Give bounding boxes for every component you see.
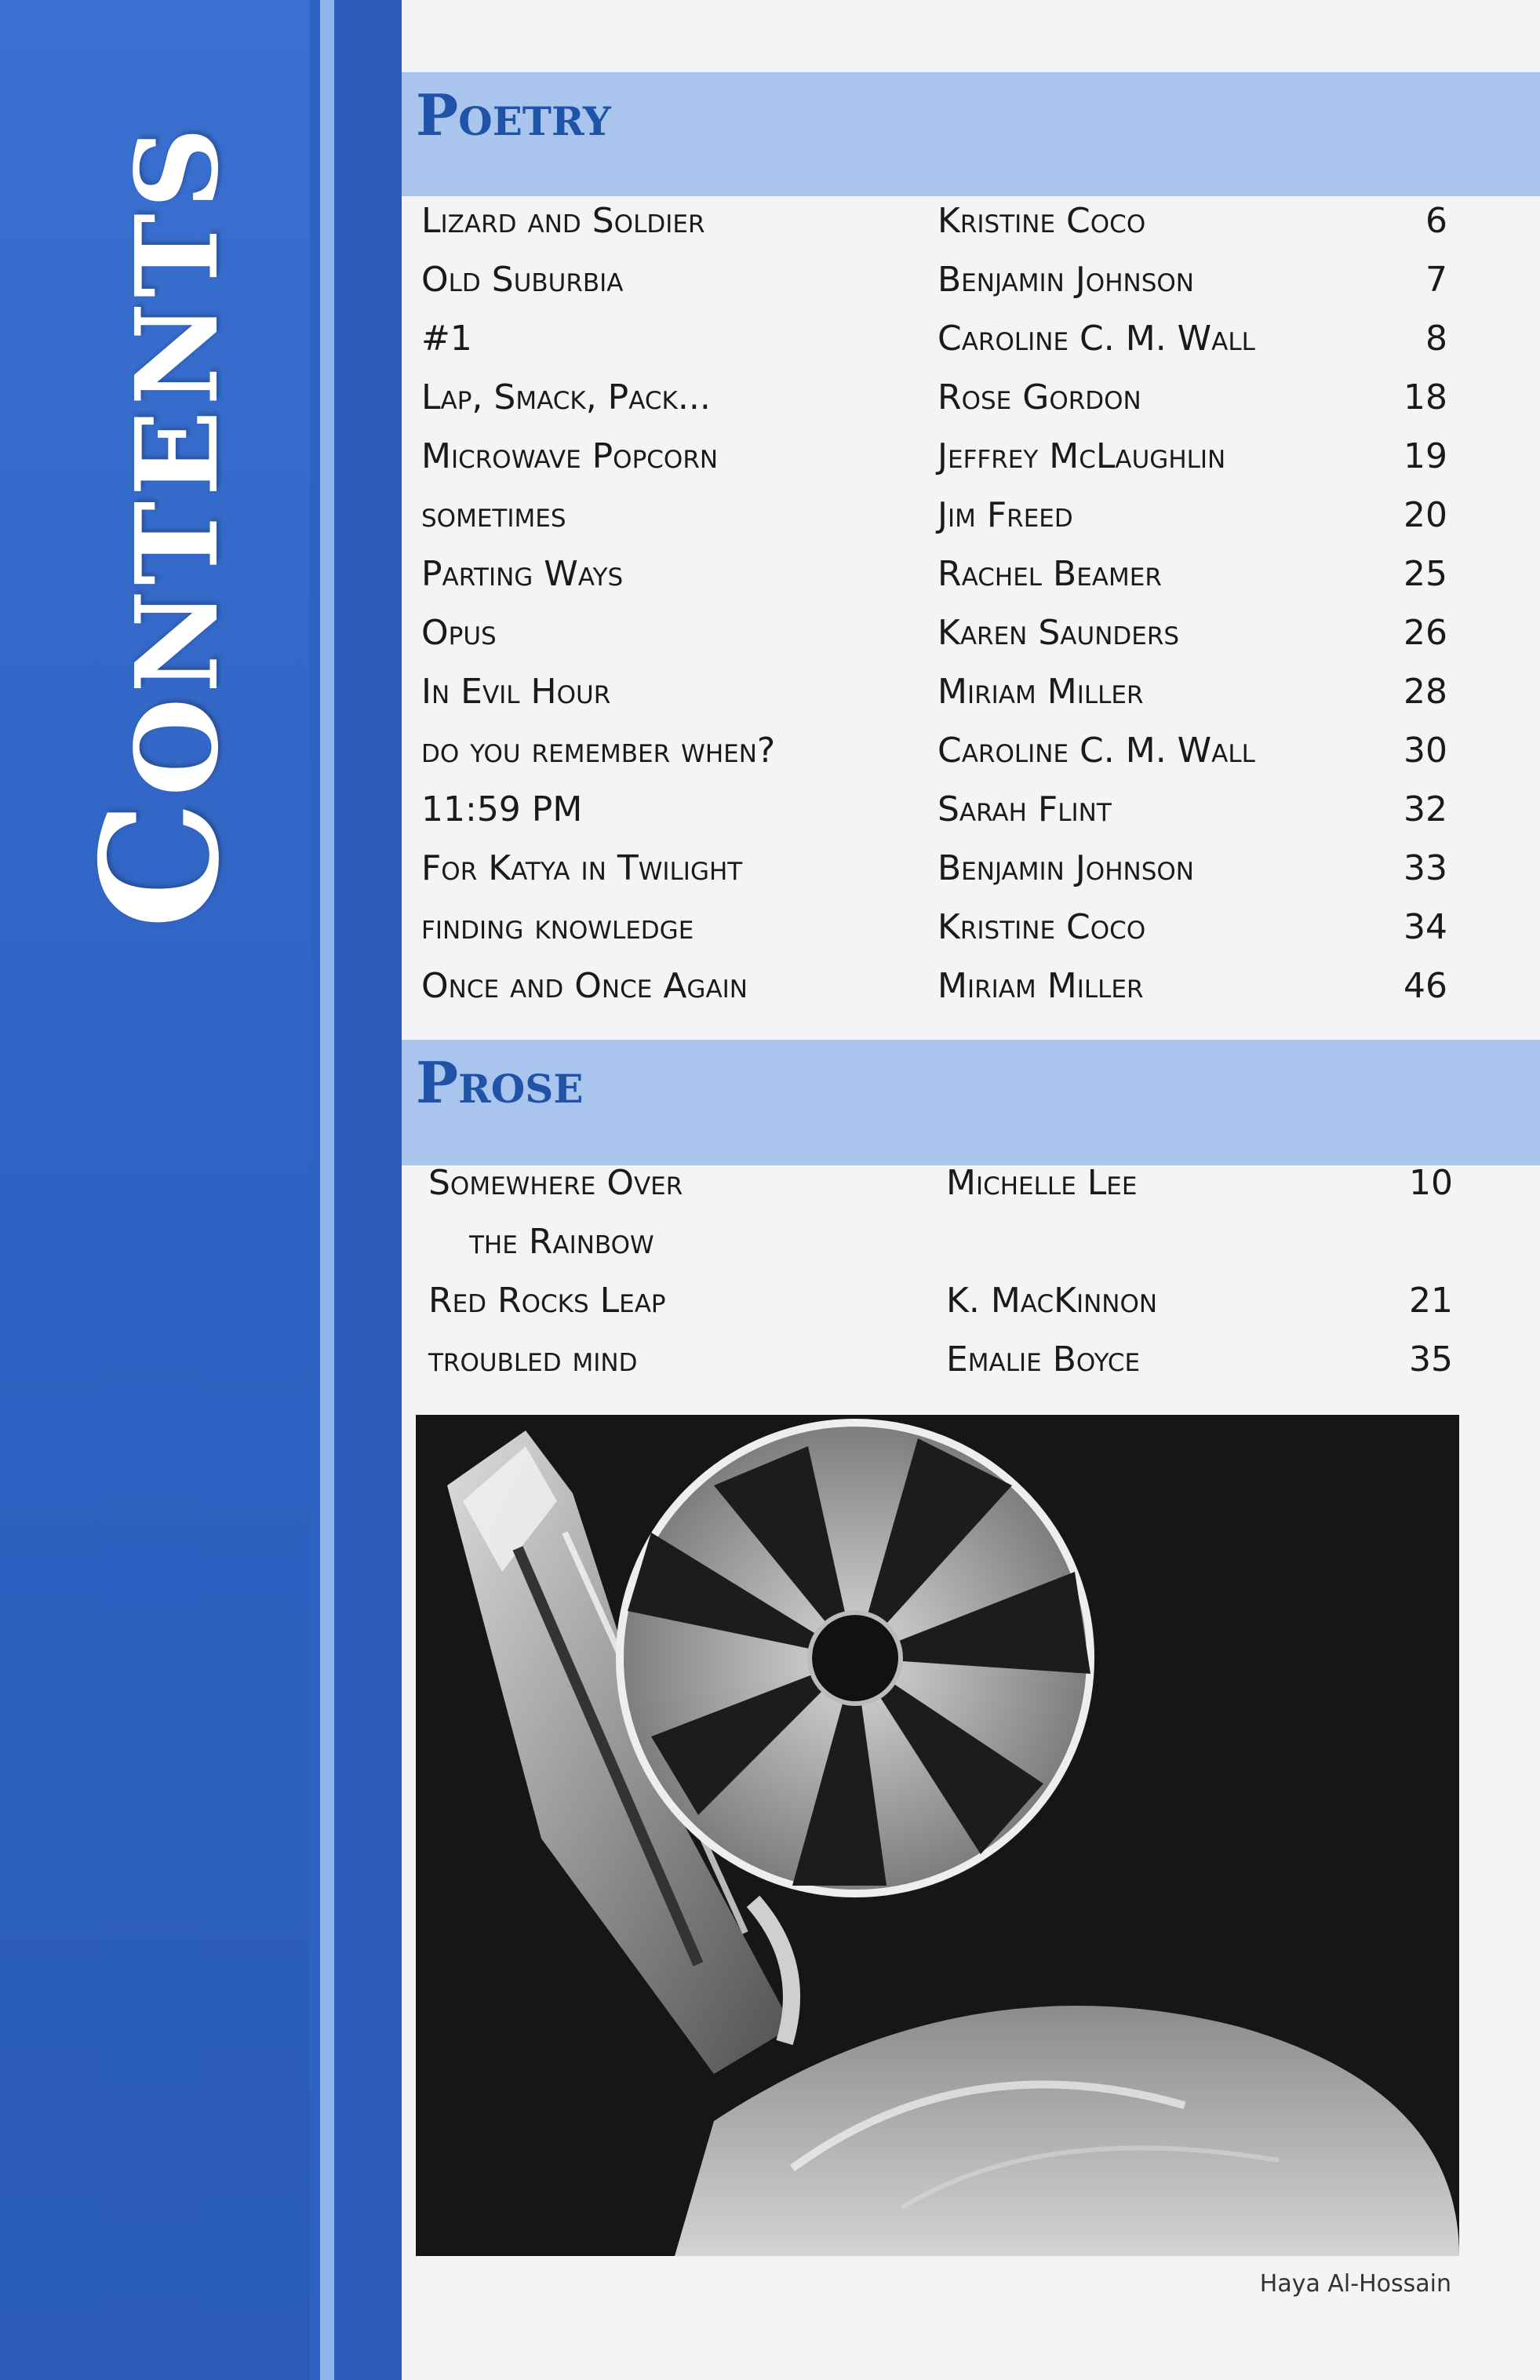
toc-entry-author: Karen Saunders: [937, 613, 1180, 653]
toc-entry: [421, 672, 1447, 727]
toc-entry-page: 26: [1403, 613, 1447, 653]
toc-entry-author: Miriam Miller: [937, 672, 1144, 712]
toc-entry-page: 25: [1403, 554, 1447, 594]
toc-entry-author: Miriam Miller: [937, 966, 1144, 1006]
toc-entry-page: 19: [1403, 436, 1447, 476]
toc-entry-author: Sarah Flint: [937, 789, 1112, 829]
toc-entry-title: Lizard and Soldier: [421, 201, 705, 241]
toc-entry-author: Benjamin Johnson: [937, 260, 1194, 300]
toc-entry: [421, 495, 1447, 550]
toc-entry-title: 11:59 PM: [421, 789, 583, 829]
crystal-bottle-image: [416, 1415, 1459, 2256]
toc-entry-page: 33: [1403, 848, 1447, 888]
toc-entry-title: Microwave Popcorn: [421, 436, 719, 476]
toc-entry-author: Rachel Beamer: [937, 554, 1162, 594]
toc-entry-page: 7: [1425, 260, 1447, 300]
toc-entry-author: Michelle Lee: [946, 1163, 1138, 1203]
poetry-header: [402, 72, 1540, 196]
toc-entry-page: 30: [1403, 731, 1447, 771]
toc-entry-author: Caroline C. M. Wall: [937, 731, 1255, 771]
toc-entry-title: Old Suburbia: [421, 260, 624, 300]
toc-entry-title: sometimes: [421, 495, 566, 535]
toc-entry: [421, 554, 1447, 609]
toc-entry-title: Parting Ways: [421, 554, 624, 594]
toc-entry: [421, 731, 1447, 785]
toc-entry-page: 8: [1425, 319, 1447, 359]
toc-entry-title: Somewhere Over: [428, 1163, 683, 1203]
toc-entry-title: troubled mind: [428, 1339, 638, 1380]
toc-entry: [421, 613, 1447, 668]
toc-entry-author: K. MacKinnon: [946, 1281, 1158, 1321]
toc-entry-title: do you remember when?: [421, 731, 776, 771]
toc-entry-page: 35: [1409, 1339, 1453, 1380]
toc-entry-title: In Evil Hour: [421, 672, 611, 712]
toc-entry: [428, 1163, 1453, 1218]
toc-entry: [421, 377, 1447, 432]
toc-entry-author: Jeffrey McLaughlin: [937, 436, 1226, 476]
toc-entry: [421, 966, 1447, 1021]
toc-entry-title: Red Rocks Leap: [428, 1281, 666, 1321]
toc-entry-page: 10: [1409, 1163, 1453, 1203]
toc-entry: [428, 1281, 1453, 1336]
photo-credit: Haya Al-Hossain: [1259, 2270, 1451, 2298]
toc-entry: [421, 907, 1447, 962]
toc-entry: [428, 1339, 1453, 1394]
toc-entry: [421, 201, 1447, 256]
toc-entry: [421, 319, 1447, 374]
toc-entry-page: 20: [1403, 495, 1447, 535]
poetry-heading: Poetry: [416, 82, 611, 148]
toc-entry: [421, 436, 1447, 491]
toc-entry-author: Emalie Boyce: [946, 1339, 1141, 1380]
toc-entry-author: Jim Freed: [937, 495, 1073, 535]
toc-entry-page: 34: [1403, 907, 1447, 947]
toc-entry-page: 21: [1409, 1281, 1453, 1321]
toc-entry-page: 32: [1403, 789, 1447, 829]
toc-entry-title: #1: [421, 319, 472, 359]
prose-heading: Prose: [416, 1049, 584, 1116]
prose-header: [402, 1040, 1540, 1165]
toc-entry: [421, 848, 1447, 903]
toc-entry-title: Once and Once Again: [421, 966, 748, 1006]
sidebar-inner-band: [334, 0, 402, 2380]
toc-entry-page: 6: [1425, 201, 1447, 241]
toc-entry-author: Caroline C. M. Wall: [937, 319, 1255, 359]
toc-entry-author: Kristine Coco: [937, 907, 1146, 947]
toc-entry-title: For Katya in Twilight: [421, 848, 743, 888]
sidebar-stripe: [320, 0, 334, 2380]
toc-entry-author: Rose Gordon: [937, 377, 1141, 417]
toc-entry-title: Lap, Smack, Pack...: [421, 377, 711, 417]
toc-entry-author: Benjamin Johnson: [937, 848, 1194, 888]
toc-entry-page: 28: [1403, 672, 1447, 712]
crystal-photo: [416, 1415, 1459, 2256]
contents-title: Contents: [67, 122, 255, 929]
toc-entry: [428, 1222, 1453, 1277]
toc-entry: [421, 789, 1447, 844]
toc-entry-title: the Rainbow: [469, 1222, 654, 1262]
toc-entry-page: 46: [1403, 966, 1447, 1006]
toc-entry: [421, 260, 1447, 315]
toc-entry-title: Opus: [421, 613, 497, 653]
toc-entry-author: Kristine Coco: [937, 201, 1146, 241]
toc-entry-title: finding knowledge: [421, 907, 694, 947]
toc-entry-page: 18: [1403, 377, 1447, 417]
